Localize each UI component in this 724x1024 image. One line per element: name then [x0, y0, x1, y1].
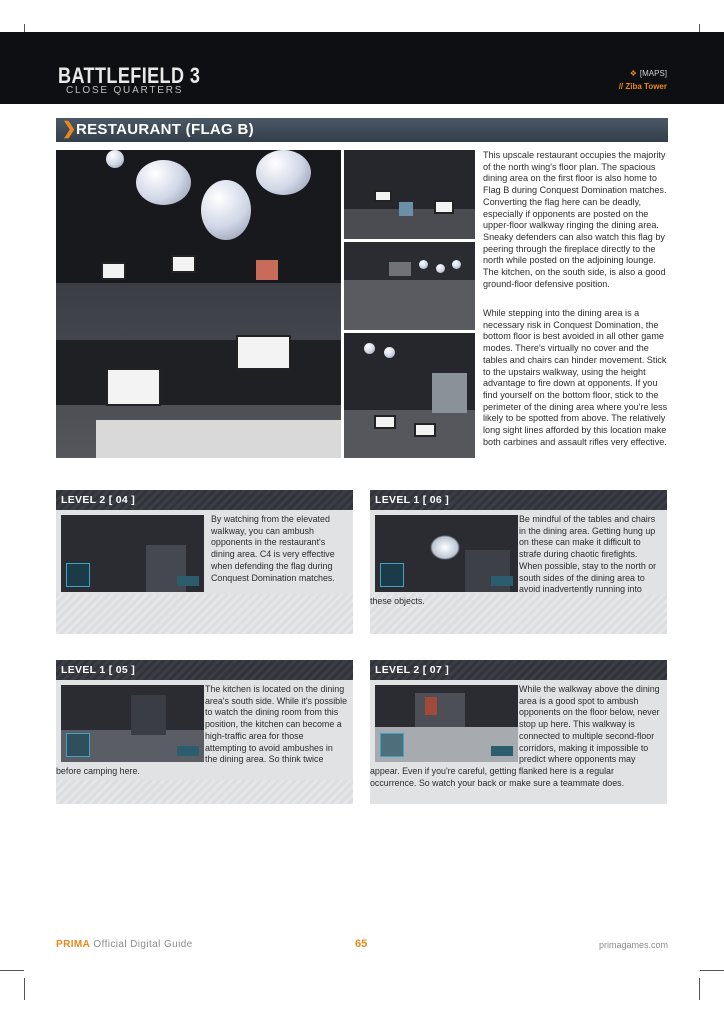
- callout-header: [56, 490, 353, 510]
- section-title-bar: [56, 118, 668, 142]
- map-name: // Ziba Tower: [618, 82, 667, 91]
- callout-title: LEVEL 2 [ 04 ]: [61, 494, 136, 506]
- crop-mark: [0, 970, 24, 971]
- callout-header: [56, 660, 353, 680]
- callout-header: [370, 660, 667, 680]
- callout-header: [370, 490, 667, 510]
- footer-guide: Official Digital Guide: [90, 939, 193, 950]
- body-paragraph-2: While stepping into the dining area is a necessary risk in Conquest Domination, the bottom floor is best avoided in all other game modes. There's virtually no cover and the tables and chairs can hinder movement. Stick to the upstairs walkway, using the height advantage to fire down at opponents. If you find yourself on the bottom floor, stick to the perimeter of the dining area where you're less likely to be spotted from above. The relatively long sight lines afforded by this location make both carbines and assault rifles very effective.: [483, 308, 668, 447]
- footer-url: primagames.com: [598, 940, 668, 950]
- callout-box: [56, 660, 353, 804]
- restaurant-screenshot-4: [344, 333, 475, 458]
- callout-title: LEVEL 2 [ 07 ]: [375, 664, 450, 676]
- section-tag: [619, 69, 667, 91]
- callout-title: LEVEL 1 [ 05 ]: [61, 664, 136, 676]
- crop-mark: [24, 978, 25, 1000]
- footer-brand: PRIMA: [56, 939, 91, 950]
- callout-title: LEVEL 1 [ 06 ]: [375, 494, 450, 506]
- crop-mark: [699, 978, 700, 1000]
- page-number: 65: [355, 938, 368, 950]
- game-logo-subtitle: CLOSE QUARTERS: [66, 85, 184, 96]
- section-title: RESTAURANT (FLAG B): [76, 121, 254, 138]
- callout-text: While the walkway above the dining area is a good spot to ambush opponents on the floor below, never stop up here. This walkway is connected to multiple second-floor corridors, making it impossible to predict where opponents may appear. Even if you're careful, getting flanked here is a regular occurrence. So watch your back or make sure a teammate does.: [370, 684, 660, 788]
- crop-mark: [700, 970, 724, 971]
- page-header: [0, 32, 724, 104]
- chevron-right-icon: ❯: [62, 119, 77, 138]
- callout-text: The kitchen is located on the dining area's south side. While it's possible to watch the dining room from this position, the kitchen can become a high-traffic area for those attempting to avoid ambushes in the dining area. So think twice before camping here.: [56, 684, 348, 776]
- section-tag-label: [MAPS]: [639, 69, 667, 78]
- crosshair-diamond-icon: ❖: [629, 69, 637, 78]
- callout-text: By watching from the elevated walkway, you can ambush opponents in the restaurant's dining area. C4 is very effective when defending the flag during Conquest Domination matches.: [211, 514, 335, 583]
- game-logo: BATTLEFIELD 3: [58, 63, 201, 88]
- callout-box: [370, 490, 667, 634]
- callout-box: [56, 490, 353, 634]
- body-paragraph-1: This upscale restaurant occupies the majority of the north wing's floor plan. The spacious dining area on the first floor is also home to Flag B during Conquest Domination matches. Converting the flag here can be deadly, especially if opponents are posted on the upper-floor walkway ringing the dining area. Sneaky defenders can also watch this flag by peering through the fireplace directly to the north while posted on the adjoining lounge. The kitchen, on the south side, is also a good ground-floor defensive position.: [483, 150, 667, 289]
- callout-box: [370, 660, 667, 804]
- restaurant-screenshot-2: [344, 150, 475, 239]
- restaurant-main-screenshot: [56, 150, 341, 458]
- callout-text: Be mindful of the tables and chairs in the dining area. Getting hung up on these can make it difficult to strafe during chaotic firefights. When possible, stay to the north or south sides of the dining area to avoid inadvertently running into these objects.: [370, 514, 657, 606]
- footer-guide-label: [56, 939, 193, 950]
- restaurant-screenshot-3: [344, 242, 475, 330]
